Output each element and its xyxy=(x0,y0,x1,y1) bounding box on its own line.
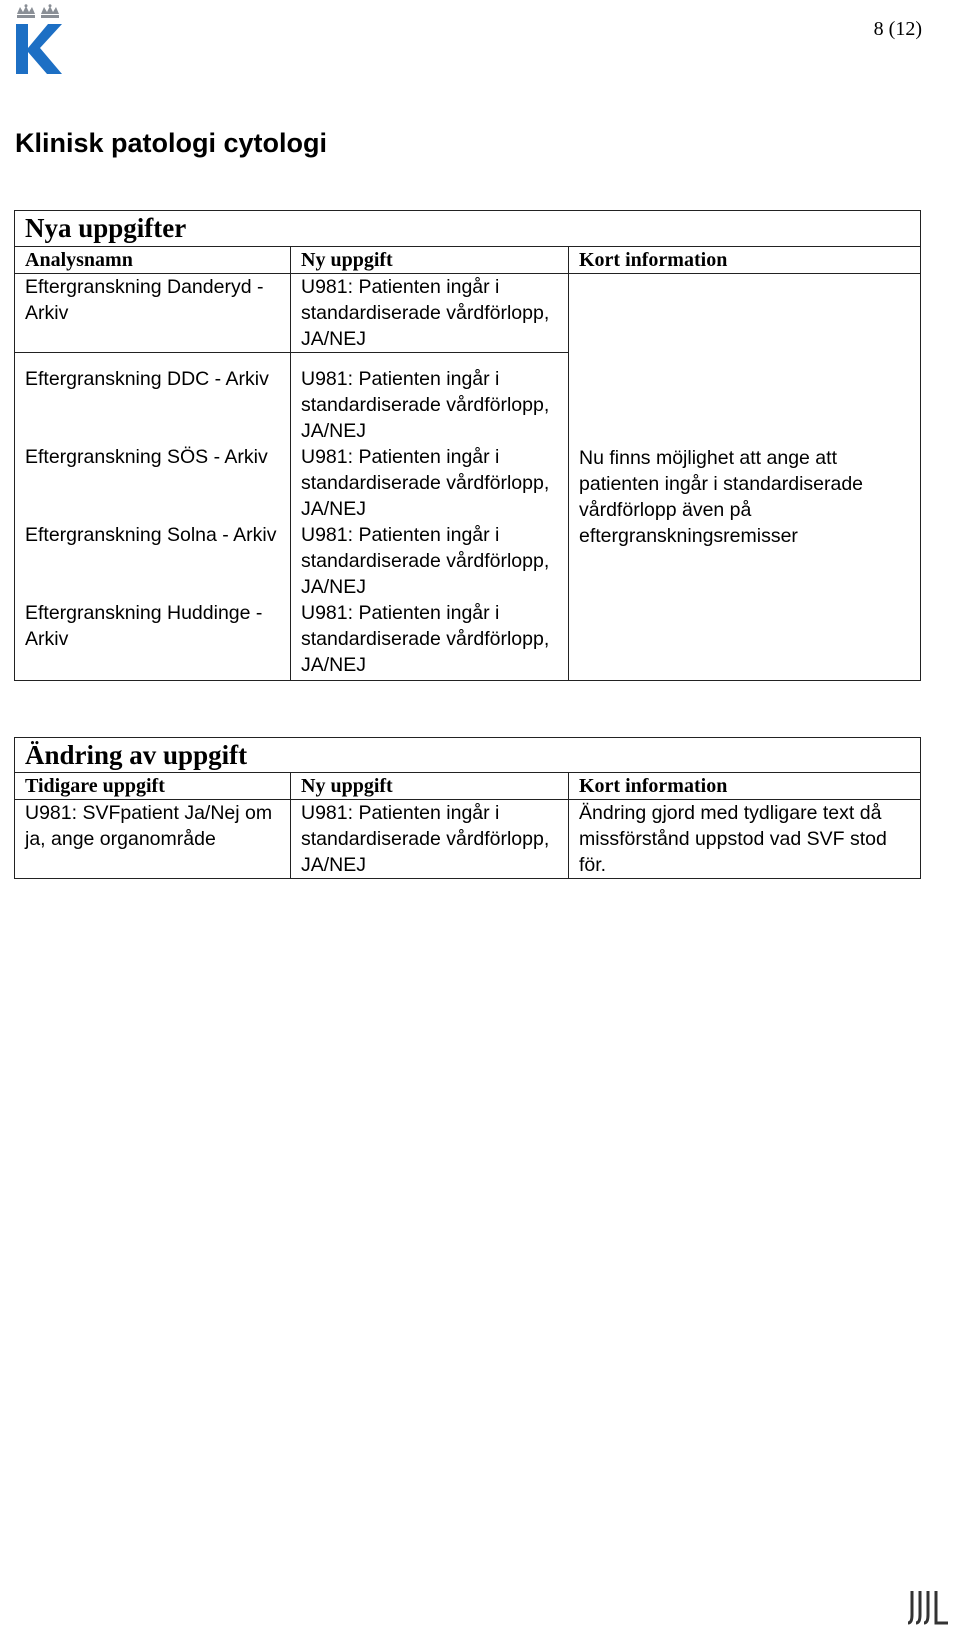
new-info: U981: Patienten ingår i standardiserade vårdförlopp, JA/NEJ xyxy=(291,444,569,522)
page-number: 8 (12) xyxy=(873,18,922,40)
analysis-name: Eftergranskning DDC - Arkiv xyxy=(15,353,291,445)
karolinska-logo-icon xyxy=(14,4,64,76)
new-info: U981: Patienten ingår i standardiserade vårdförlopp, JA/NEJ xyxy=(291,600,569,681)
column-header: Kort information xyxy=(569,247,921,274)
sll-stamp-icon xyxy=(906,1589,950,1625)
changed-items-table xyxy=(14,737,921,879)
analysis-name: Eftergranskning SÖS - Arkiv xyxy=(15,444,291,522)
new-info: U981: Patienten ingår i standardiserade vårdförlopp, JA/NEJ xyxy=(291,522,569,600)
table-row xyxy=(15,274,921,353)
new-items-table xyxy=(14,210,921,681)
analysis-name: Eftergranskning Solna - Arkiv xyxy=(15,522,291,600)
column-header: Ny uppgift xyxy=(291,773,569,800)
section-title: Klinisk patologi cytologi xyxy=(15,128,328,158)
new-info: U981: Patienten ingår i standardiserade vårdförlopp, JA/NEJ xyxy=(291,274,569,353)
analysis-name: Eftergranskning Huddinge - Arkiv xyxy=(15,600,291,681)
column-header: Tidigare uppgift xyxy=(15,773,291,800)
short-info: Nu finns möjlighet att ange att patienten ingår i standardiserade vårdförlopp även på eftergranskningsremisser xyxy=(569,274,921,681)
new-info: U981: Patienten ingår i standardiserade vårdförlopp, JA/NEJ xyxy=(291,353,569,445)
column-header: Analysnamn xyxy=(15,247,291,274)
new-info: U981: Patienten ingår i standardiserade vårdförlopp, JA/NEJ xyxy=(291,800,569,879)
table-caption: Ändring av uppgift xyxy=(15,738,921,773)
previous-info: U981: SVFpatient Ja/Nej om ja, ange organområde xyxy=(15,800,291,879)
column-header: Kort information xyxy=(569,773,921,800)
table-row xyxy=(15,800,921,879)
short-info: Ändring gjord med tydligare text då missförstånd uppstod vad SVF stod för. xyxy=(569,800,921,879)
analysis-name: Eftergranskning Danderyd - Arkiv xyxy=(15,274,291,353)
table-caption: Nya uppgifter xyxy=(15,211,921,247)
column-header: Ny uppgift xyxy=(291,247,569,274)
